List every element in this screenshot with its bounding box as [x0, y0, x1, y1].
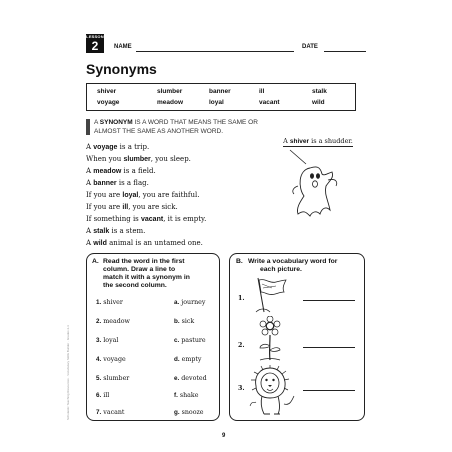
word-box-item: meadow	[157, 99, 184, 106]
word-box	[86, 83, 356, 111]
vocab-word: voyage	[93, 144, 118, 151]
vocab-word: stalk	[93, 228, 110, 235]
answer-line[interactable]	[303, 347, 355, 348]
answer-line[interactable]	[303, 300, 355, 301]
match-left-item[interactable]: 2. meadow	[96, 318, 130, 325]
panel-b-instructions: Write a vocabulary word for each picture.	[248, 258, 338, 273]
sentence: A stalk is a stem.	[86, 227, 146, 235]
definition-prefix: A	[94, 119, 98, 126]
sentence: When you slumber, you sleep.	[86, 155, 191, 163]
definition-text	[94, 118, 344, 136]
word-box-item: loyal	[209, 99, 224, 106]
page-number: 9	[222, 433, 226, 439]
picture-number: 3.	[238, 385, 245, 392]
date-line[interactable]	[324, 51, 366, 52]
match-right-item[interactable]: d. empty	[174, 356, 202, 363]
sentence: A voyage is a trip.	[86, 143, 150, 151]
word-box-item: wild	[312, 99, 325, 106]
match-left-item[interactable]: 3. loyal	[96, 337, 119, 344]
match-right-item[interactable]: f. shake	[174, 392, 199, 399]
name-label: NAME	[114, 44, 132, 50]
word-box-item: stalk	[312, 88, 327, 95]
vocab-word: banner	[93, 180, 117, 187]
side-copyright-note: Scholastic Teaching Resources · Vocabulary Skills Builder · Grades 2-3	[66, 325, 70, 420]
vocab-word: ill	[122, 204, 129, 211]
word-box-item: banner	[209, 88, 231, 95]
definition-line2: ALMOST THE SAME AS ANOTHER WORD.	[94, 128, 224, 135]
lesson-number: 2	[91, 39, 99, 53]
panel-a-instructions: Read the word in the first column. Draw a line to match it with a synonym in the second column.	[103, 258, 190, 289]
vocab-word: slumber	[123, 156, 151, 163]
match-left-item[interactable]: 6. ill	[96, 392, 110, 399]
panel-a-letter: A.	[92, 258, 99, 265]
lesson-badge	[86, 34, 104, 53]
match-right-item[interactable]: e. devoted	[174, 375, 207, 382]
match-left-item[interactable]: 4. voyage	[96, 356, 126, 363]
sentence: A banner is a flag.	[86, 179, 149, 187]
definition-line1: IS A WORD THAT MEANS THE SAME OR	[134, 119, 258, 126]
sentence: If you are ill, you are sick.	[86, 203, 178, 211]
word-box-item: slumber	[157, 88, 183, 95]
picture-number: 1.	[238, 295, 245, 302]
vocab-word: meadow	[93, 168, 122, 175]
word-box-item: ill	[259, 88, 265, 95]
picture-number: 2.	[238, 342, 245, 349]
ghost-illustration	[280, 148, 350, 220]
match-left-item[interactable]: 5. slumber	[96, 375, 130, 382]
answer-line[interactable]	[303, 390, 355, 391]
name-line[interactable]	[136, 51, 294, 52]
match-right-item[interactable]: a. journey	[174, 299, 206, 306]
sentence: If you are loyal, you are faithful.	[86, 191, 200, 199]
vocab-word: loyal	[122, 192, 139, 199]
panel-b-letter: B.	[236, 258, 243, 265]
date-label: DATE	[302, 44, 318, 50]
match-left-item[interactable]: 1. shiver	[96, 299, 123, 306]
match-right-item[interactable]: c. pasture	[174, 337, 206, 344]
match-left-item[interactable]: 7. vacant	[96, 409, 125, 416]
lion-icon	[248, 364, 298, 416]
sentence: If something is vacant, it is empty.	[86, 215, 207, 223]
definition-term: SYNONYM	[99, 119, 133, 126]
word-box-item: vacant	[259, 99, 280, 106]
page-title: Synonyms	[86, 61, 157, 77]
word-box-item: voyage	[97, 99, 120, 106]
vocab-word: vacant	[141, 216, 164, 223]
sentence: A meadow is a field.	[86, 167, 156, 175]
banner-flag-icon	[252, 274, 292, 314]
flower-stalk-icon	[252, 316, 288, 362]
word-box-item: shiver	[97, 88, 117, 95]
match-right-item[interactable]: g. snooze	[174, 409, 204, 416]
lesson-label: LESSON	[86, 34, 104, 39]
ghost-caption: A shiver is a shudder.	[283, 137, 353, 145]
match-right-item[interactable]: b. sick	[174, 318, 195, 325]
vocab-word: wild	[93, 240, 107, 247]
definition-bar	[86, 119, 90, 135]
sentence: A wild animal is an untamed one.	[86, 239, 203, 247]
